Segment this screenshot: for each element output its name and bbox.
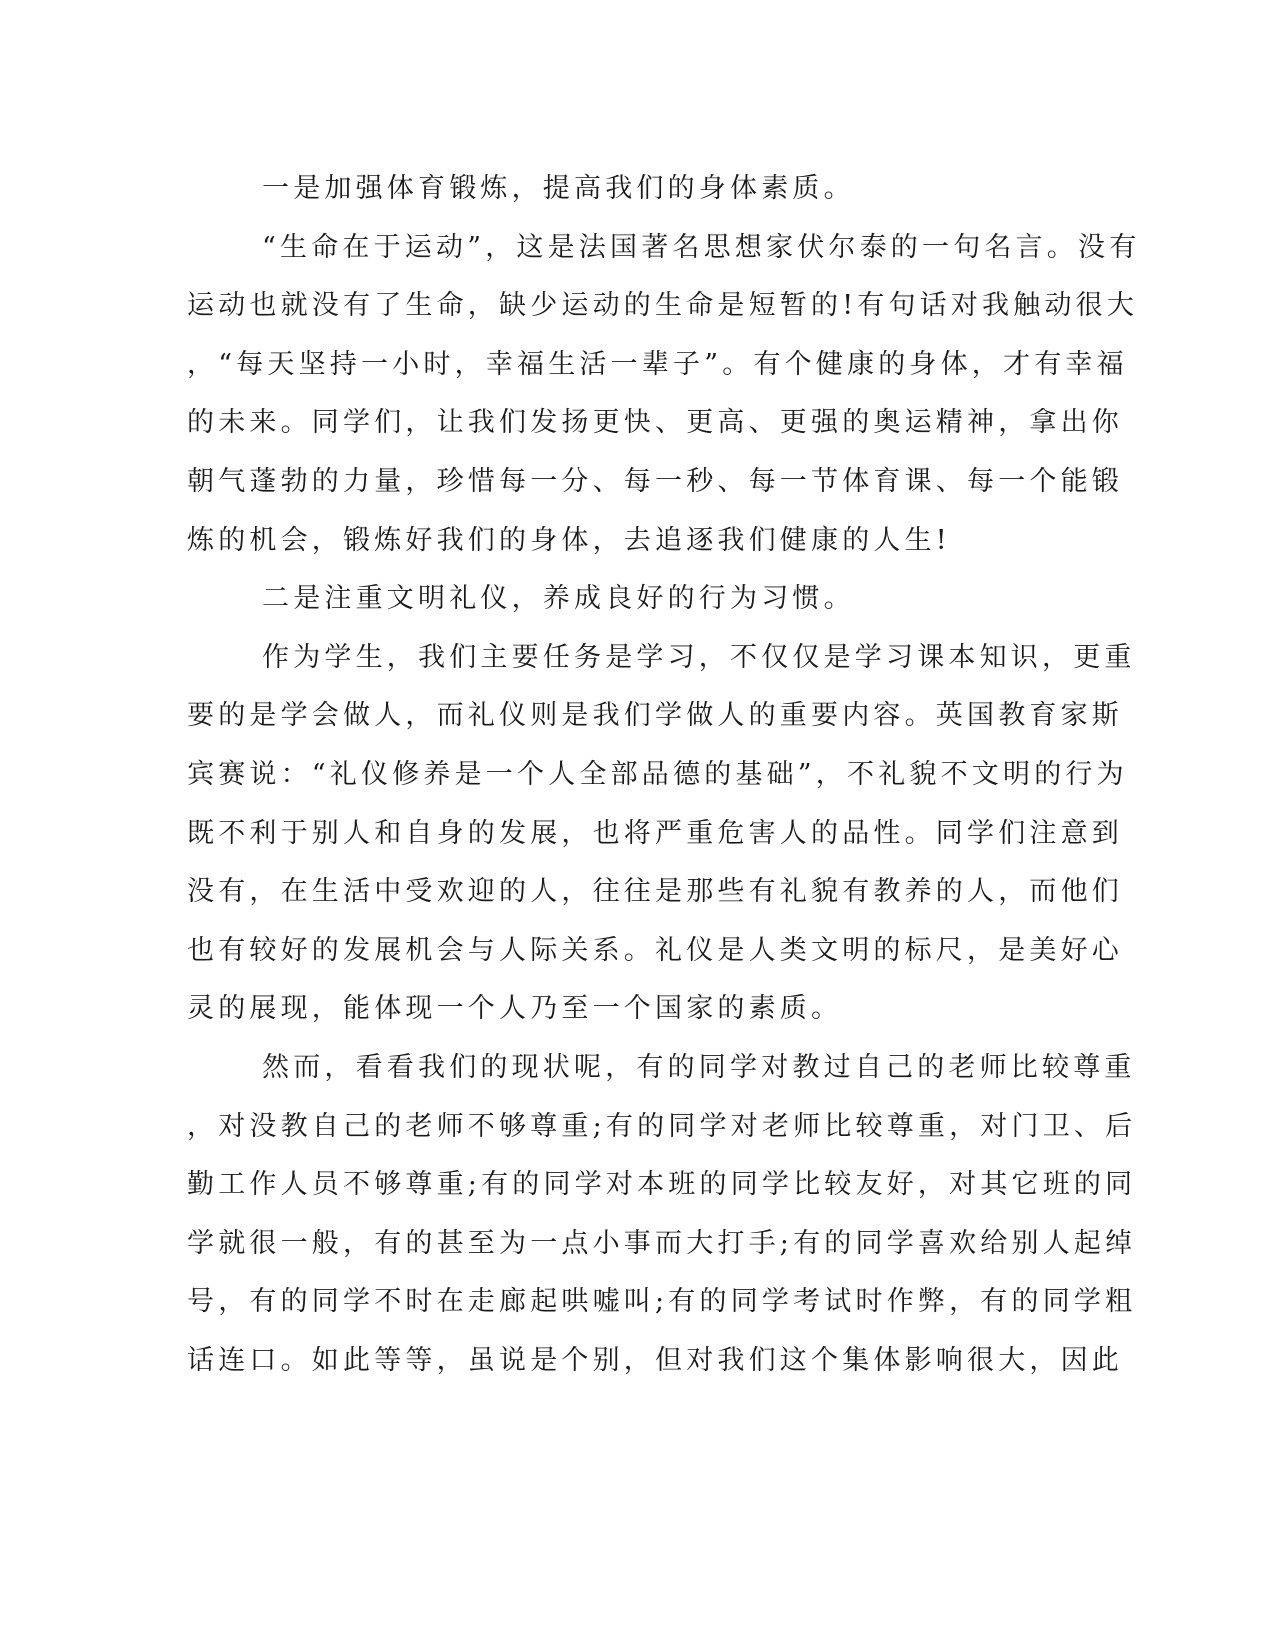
body-text: [187, 160, 1141, 1390]
text-line: 要的是学会做人，而礼仪则是我们学做人的重要内容。英国教育家斯: [187, 700, 1123, 732]
text-line: 既不利于别人和自身的发展，也将严重危害人的品性。同学们注意到: [187, 817, 1123, 849]
text-line: “生命在于运动”，这是法国著名思想家伏尔泰的一句名言。没有: [262, 231, 1141, 263]
text-line: 炼的机会，锻炼好我们的身体，去追逐我们健康的人生!: [187, 524, 951, 556]
text-line: ，“每天坚持一小时，幸福生活一辈子”。有个健康的身体，才有幸福: [187, 348, 1128, 380]
text-line: 灵的展现，能体现一个人乃至一个国家的素质。: [187, 993, 843, 1025]
text-line: 二是注重文明礼仪，养成良好的行为习惯。: [262, 583, 855, 615]
text-line: 也有较好的发展机会与人际关系。礼仪是人类文明的标尺，是美好心: [187, 934, 1123, 966]
text-line: 勤工作人员不够尊重;有的同学对本班的同学比较友好，对其它班的同: [187, 1169, 1137, 1201]
text-line: 学就很一般，有的甚至为一点小事而大打手;有的同学喜欢给别人起绰: [187, 1227, 1137, 1259]
text-line: 朝气蓬勃的力量，珍惜每一分、每一秒、每一节体育课、每一个能锻: [187, 465, 1123, 497]
text-line: 话连口。如此等等，虽说是个别，但对我们这个集体影响很大，因此: [187, 1344, 1123, 1376]
text-line: 没有，在生活中受欢迎的人，往往是那些有礼貌有教养的人，而他们: [187, 876, 1123, 908]
text-line: 的未来。同学们，让我们发扬更快、更高、更强的奥运精神，拿出你: [187, 407, 1123, 439]
text-line: 然而，看看我们的现状呢，有的同学对教过自己的老师比较尊重: [262, 1051, 1136, 1083]
text-line: 一是加强体育锻炼，提高我们的身体素质。: [262, 173, 855, 204]
text-line: 作为学生，我们主要任务是学习，不仅仅是学习课本知识，更重: [262, 641, 1136, 673]
text-line: 运动也就没有了生命，缺少运动的生命是短暂的!有句话对我触动很大: [187, 290, 1139, 322]
text-line: 号，有的同学不时在走廊起哄嘘叫;有的同学考试时作弊，有的同学粗: [187, 1286, 1137, 1318]
text-line: ，对没教自己的老师不够尊重;有的同学对老师比较尊重，对门卫、后: [187, 1110, 1137, 1142]
text-line: 宾赛说：“礼仪修养是一个人全部品德的基础”，不礼貌不文明的行为: [187, 758, 1128, 790]
